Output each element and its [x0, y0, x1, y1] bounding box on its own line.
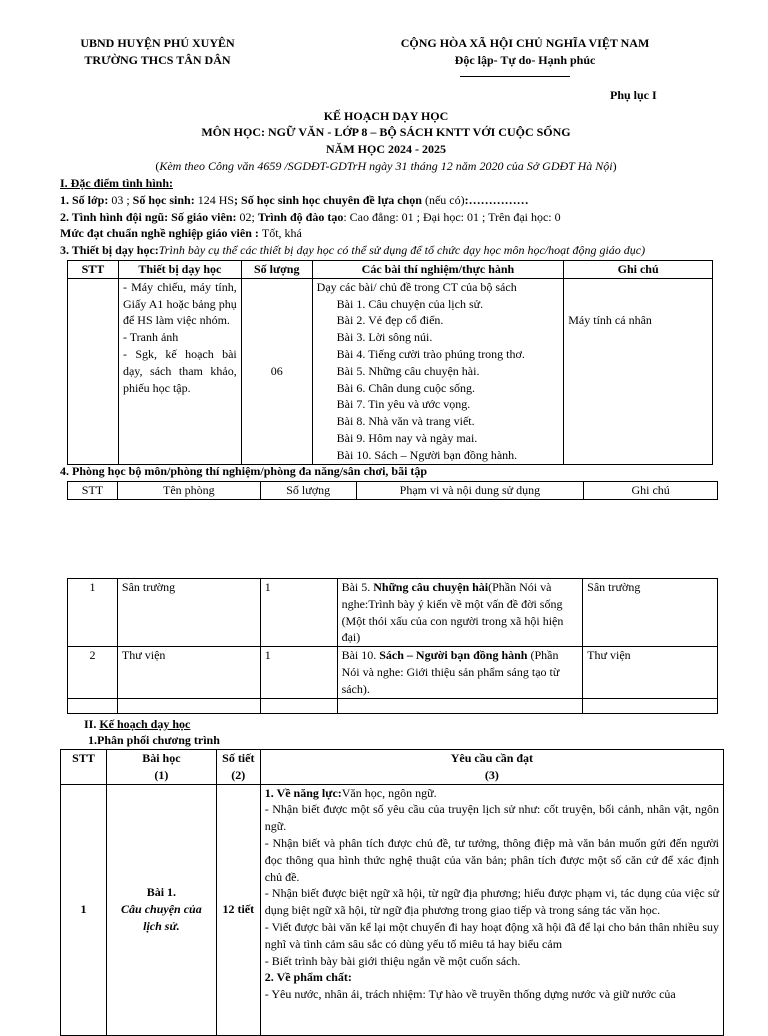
class-count-line	[60, 192, 720, 209]
lesson-item: Bài 2. Vẻ đẹp cổ điển.	[336, 313, 444, 328]
cell-qty: 1	[260, 647, 337, 698]
device-item: - Máy chiếu, máy tính, Giấy A1 hoặc bảng phụ để HS làm việc nhóm.	[122, 279, 237, 328]
appendix-label: Phụ lục I	[610, 88, 657, 102]
th-lesson-num: (1)	[154, 767, 169, 782]
lesson-item: Bài 10. Sách – Người bạn đồng hành.	[336, 447, 518, 462]
l1g: :……………	[464, 192, 529, 207]
motto-underline	[460, 76, 570, 77]
lesson-item: Bài 1. Câu chuyện của lịch sử.	[336, 296, 484, 311]
scope-title: Sách – Người bạn đồng hành	[379, 648, 528, 663]
cell-empty	[260, 698, 337, 713]
table-row	[68, 278, 713, 464]
th-scope: Phạm vi và nội dung sử dụng	[356, 482, 584, 500]
quality-heading: 2. Về phẩm chất:	[264, 970, 352, 985]
capacity-text: Văn học, ngôn ngữ.	[341, 785, 437, 800]
l4b: Trình bày cụ thể các thiết bị dạy học có thể sử dụng để tổ chức dạy học môn học/hoạt động giáo dục)	[158, 243, 646, 258]
th-periods-num: (2)	[231, 767, 246, 782]
requirement-item: - Nhận biết được biệt ngữ xã hội, từ ngữ địa phương; hiểu được phạm vi, tác dụng của việc sử dụng biệt ngữ xã hội, từ ngữ địa phương trong giao tiếp và trong sáng tác văn học.	[264, 886, 719, 918]
th-note: Ghi chú	[584, 482, 718, 500]
section-1-heading	[60, 175, 720, 192]
l3b: Tốt, khá	[261, 226, 302, 241]
section-2-heading	[84, 716, 190, 733]
l1a: 1. Số lớp:	[60, 192, 112, 207]
cell-requirements	[260, 784, 723, 1035]
cell-room: Thư viện	[117, 647, 260, 698]
table-header-row	[68, 261, 713, 279]
lesson-item: Bài 5. Những câu chuyện hài.	[336, 363, 480, 378]
requirement-item: - Nhận biết và phân tích được chủ đề, tư tưởng, thông điệp mà văn bản muốn gửi đến người đọc thông qua hình thức nghệ thuật của văn bản; phân tích được một số căn cứ để xác định chủ đề.	[264, 835, 719, 884]
l2b: 02;	[239, 209, 258, 224]
th-periods-label: Số tiết	[222, 751, 255, 765]
section-2-num: II.	[84, 717, 100, 731]
note-close: )	[612, 159, 617, 173]
scope-lesson: Bài 5.	[341, 580, 374, 594]
table-row-empty	[68, 698, 718, 713]
equipment-line	[60, 242, 720, 259]
th-note: Ghi chú	[564, 261, 713, 279]
plan-title: KẾ HOẠCH DẠY HỌC	[323, 109, 449, 123]
table-header-row	[68, 482, 718, 500]
th-device: Thiết bị dạy học	[118, 261, 241, 279]
cell-lesson	[106, 784, 216, 1035]
cell-stt: 1	[68, 579, 118, 647]
l1c: Số học sinh:	[132, 192, 198, 207]
cell-scope	[337, 647, 583, 698]
org-line2: TRƯỜNG THCS TÂN DÂN	[84, 52, 231, 67]
th-lessons: Các bài thí nghiệm/thực hành	[312, 261, 564, 279]
equipment-table	[67, 260, 713, 465]
cell-stt	[68, 278, 119, 464]
cell-note: Thư viện	[583, 647, 718, 698]
th-room: Tên phòng	[117, 482, 260, 500]
th-req-label: Yêu cầu cần đạt	[450, 751, 534, 765]
subject-title: MÔN HỌC: NGỮ VĂN - LỚP 8 – BỘ SÁCH KNTT VỚI CUỘC SỐNG	[201, 125, 571, 139]
th-periods	[216, 750, 260, 785]
device-item: - Tranh ảnh	[122, 330, 179, 345]
quality-item: - Yêu nước, nhân ái, trách nhiệm: Tự hào về truyền thống dựng nước và giữ nước của	[264, 987, 676, 1002]
nation-header	[375, 35, 675, 69]
th-req-num: (3)	[484, 767, 499, 782]
requirement-item: - Viết được bài văn kể lại một chuyến đi hay hoạt động xã hội đã để lại cho bản thân nhiều suy nghĩ và tình cảm sâu sắc có dùng yếu tố miêu tả hay biểu cảm	[264, 919, 719, 951]
l3a: Mức đạt chuẩn nghề nghiệp giáo viên :	[60, 226, 262, 241]
cell-periods: 12 tiết	[216, 784, 260, 1035]
capacity-label: 1. Về năng lực:	[264, 785, 342, 800]
cell-empty	[337, 698, 583, 713]
org-line1: UBND HUYỆN PHÚ XUYÊN	[80, 36, 235, 50]
cell-empty	[583, 698, 718, 713]
scope-desc: (Phần Nói và nghe:Trình bày ý kiến về một vấn đề đời sống (Một thói xấu của con người trong xã hội hiện đại)	[341, 580, 564, 645]
cell-devices	[118, 278, 241, 464]
requirement-item: - Nhận biết được một số yêu cầu của truyện lịch sử như: cốt truyện, bối cảnh, nhân vật, ngôn ngữ.	[264, 802, 719, 834]
note-open: (	[155, 159, 160, 173]
l2d: : Cao đẳng: 01 ; Đại học: 01 ; Trên đại học: 0	[343, 209, 561, 224]
lesson-item: Bài 6. Chân dung cuộc sống.	[336, 380, 475, 395]
org-header	[60, 35, 255, 69]
cell-quantity: 06	[241, 278, 312, 464]
th-stt-label: STT	[72, 751, 95, 765]
lesson-item: Bài 3. Lời sông núi.	[336, 330, 433, 345]
table-row	[68, 579, 718, 647]
l2c: Trình độ đào tạo	[257, 209, 344, 224]
section-1-heading-text: I. Đặc điểm tình hình:	[60, 176, 174, 190]
l2a: 2. Tình hình đội ngũ: Số giáo viên:	[60, 209, 240, 224]
distribution-heading: 1.Phân phối chương trình	[88, 733, 220, 747]
cell-empty	[68, 698, 118, 713]
table-row	[61, 784, 724, 1035]
attachment-note	[60, 158, 712, 175]
l1f: (nếu có)	[424, 192, 465, 207]
cell-lessons	[312, 278, 564, 464]
cell-scope	[337, 579, 583, 647]
th-quantity: Số lượng	[241, 261, 312, 279]
cell-room: Sân trường	[117, 579, 260, 647]
scope-desc: (Phần Nói và nghe: Giới thiệu sản phẩm sáng tạo từ sách).	[341, 648, 560, 696]
standard-line	[60, 225, 720, 242]
cell-stt: 1	[61, 784, 107, 1035]
motto: Độc lập- Tự do- Hạnh phúc	[454, 52, 596, 67]
device-item: - Sgk, kế hoạch bài dạy, sách tham khảo, phiếu học tập.	[122, 346, 237, 395]
requirement-item: - Biết trình bày bài giới thiệu ngắn về một cuốn sách.	[264, 953, 521, 968]
capacity-heading	[265, 785, 719, 802]
rooms-header-table	[67, 481, 718, 500]
cell-note: Máy tính cá nhân	[564, 278, 713, 464]
cell-qty: 1	[260, 579, 337, 647]
cell-empty	[117, 698, 260, 713]
th-quantity: Số lượng	[260, 482, 356, 500]
l1e: ; Số học sinh học chuyên đề lựa chọn	[234, 192, 425, 207]
table-header-row	[61, 750, 724, 785]
lesson-item: Bài 9. Hôm nay và ngày mai.	[336, 430, 478, 445]
lesson-name: Câu chuyện của lịch sử.	[121, 902, 202, 933]
l1b: 03 ;	[111, 192, 133, 207]
section-1	[60, 175, 720, 259]
lesson-item: Bài 7. Tin yêu và ước vọng.	[336, 397, 471, 412]
lessons-intro: Dạy các bài/ chủ đề trong CT của bộ sách	[316, 279, 517, 294]
section-4-heading: 4. Phòng học bộ môn/phòng thí nghiệm/phòng đa năng/sân chơi, bãi tập	[60, 464, 428, 478]
nation-name: CỘNG HÒA XÃ HỘI CHỦ NGHĨA VIỆT NAM	[400, 36, 650, 50]
th-stt	[61, 750, 107, 785]
th-stt: STT	[68, 482, 118, 500]
scope-title: Những câu chuyện hài	[373, 580, 489, 594]
l1d: 124 HS	[197, 192, 235, 207]
lesson-item: Bài 8. Nhà văn và trang viết.	[336, 414, 475, 429]
th-stt: STT	[68, 261, 119, 279]
th-requirements	[260, 750, 723, 785]
lesson-number: Bài 1.	[146, 885, 177, 900]
l4a: 3. Thiết bị dạy học:	[60, 243, 159, 258]
scope-lesson: Bài 10.	[341, 648, 380, 663]
school-year: NĂM HỌC 2024 - 2025	[326, 142, 446, 156]
th-lesson-label: Bài học	[142, 751, 181, 765]
lesson-item: Bài 4. Tiếng cười trào phúng trong thơ.	[336, 346, 525, 361]
section-2-title: Kế hoạch dạy học	[99, 717, 191, 731]
th-lesson	[106, 750, 216, 785]
table-row	[68, 647, 718, 698]
cell-stt: 2	[68, 647, 118, 698]
curriculum-table	[60, 749, 724, 1036]
cell-note: Sân trường	[583, 579, 718, 647]
rooms-table	[67, 578, 718, 714]
note-text: Kèm theo Công văn 4659 /SGDĐT-GDTrH ngày 31 tháng 12 năm 2020 của Sở GDĐT Hà Nội	[159, 159, 613, 173]
staff-line	[60, 209, 720, 226]
